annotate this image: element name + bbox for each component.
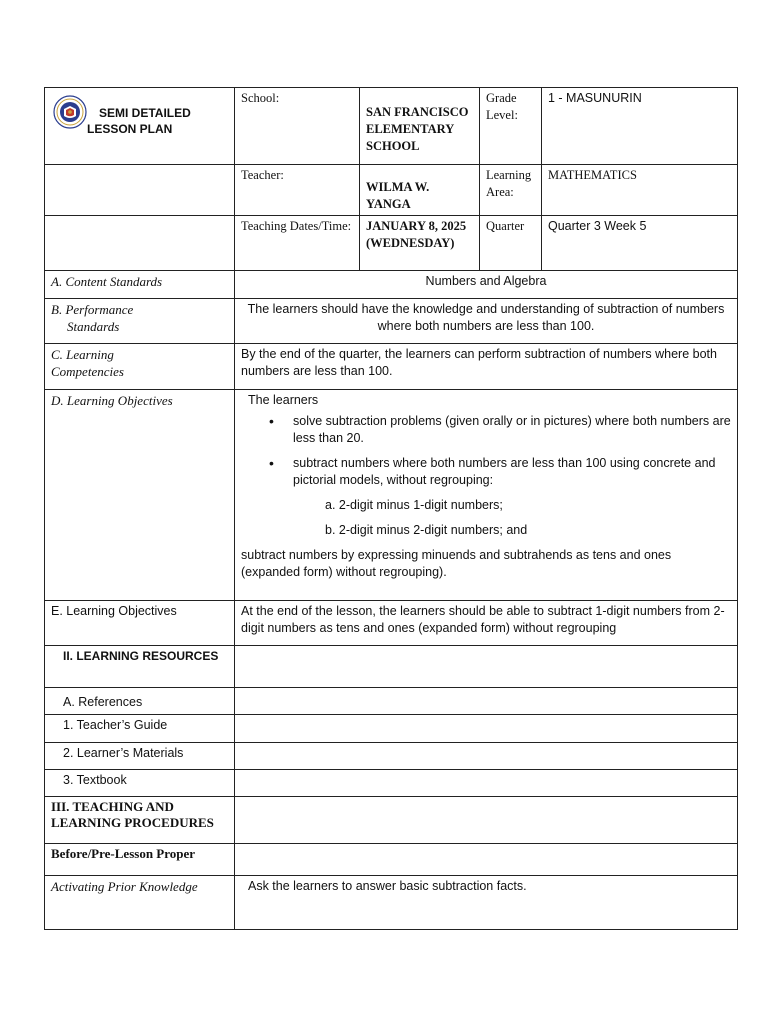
content-standards-value: Numbers and Algebra — [235, 271, 738, 299]
competencies-label: C. Learning Competencies — [45, 344, 235, 390]
list-item: a. 2-digit minus 1-digit numbers; — [325, 498, 503, 512]
quarter-label: Quarter — [480, 216, 542, 271]
learners-materials-value — [235, 743, 738, 770]
blank-cell — [45, 216, 235, 271]
grade-label: Grade Level: — [480, 88, 542, 165]
objectives-d-closing: subtract numbers by expressing minuends and subtrahends as tens and ones (expanded form) without regrouping). — [241, 548, 672, 579]
learning-area-label: Learning Area: — [480, 165, 542, 216]
prelesson-value — [235, 844, 738, 876]
competencies-value: By the end of the quarter, the learners can perform subtraction of numbers where both numbers are less than 100. — [235, 344, 738, 390]
document-title: SEMI DETAILED LESSON PLAN — [87, 106, 191, 136]
references-value — [235, 688, 738, 715]
list-item: b. 2-digit minus 2-digit numbers; and — [325, 523, 528, 537]
blank-cell — [45, 165, 235, 216]
textbook-value — [235, 770, 738, 797]
teacher-value: WILMA W. YANGA — [360, 165, 480, 216]
resources-value — [235, 646, 738, 688]
performance-standards-value: The learners should have the knowledge and understanding of subtraction of numbers where both numbers are less than 100. — [235, 299, 738, 344]
objectives-d-sublist — [241, 497, 731, 539]
dates-value: JANUARY 8, 2025 (WEDNESDAY) — [360, 216, 480, 271]
learners-materials-label: 2. Learner’s Materials — [45, 743, 235, 770]
quarter-value: Quarter 3 Week 5 — [542, 216, 738, 271]
textbook-label: 3. Textbook — [45, 770, 235, 797]
list-item: • solve subtraction problems (given orally or in pictures) where both numbers are less than 20. — [293, 413, 731, 447]
teacher-label: Teacher: — [235, 165, 360, 216]
procedures-label: III. TEACHING AND LEARNING PROCEDURES — [45, 797, 235, 844]
objectives-d-content — [235, 390, 738, 601]
references-label: A. References — [45, 688, 235, 715]
dates-label: Teaching Dates/Time: — [235, 216, 360, 271]
performance-standards-label: B. Performance Standards — [45, 299, 235, 344]
grade-value: 1 - MASUNURIN — [542, 88, 738, 165]
lesson-plan-table — [44, 87, 738, 930]
objectives-d-intro: The learners — [248, 393, 319, 407]
objectives-d-bullets — [241, 413, 731, 489]
procedures-value — [235, 797, 738, 844]
list-item: • subtract numbers where both numbers are less than 100 using concrete and pictorial models, without regrouping: — [293, 455, 731, 489]
teachers-guide-label: 1. Teacher’s Guide — [45, 715, 235, 743]
deped-seal-icon — [53, 95, 87, 129]
activating-label: Activating Prior Knowledge — [45, 876, 235, 930]
learning-area-value: MATHEMATICS — [542, 165, 738, 216]
title-cell — [45, 88, 235, 165]
objectives-d-label: D. Learning Objectives — [45, 390, 235, 601]
prelesson-label: Before/Pre-Lesson Proper — [45, 844, 235, 876]
content-standards-label: A. Content Standards — [45, 271, 235, 299]
objectives-e-label: E. Learning Objectives — [45, 601, 235, 646]
school-value: SAN FRANCISCO ELEMENTARY SCHOOL — [360, 88, 480, 165]
resources-label: II. LEARNING RESOURCES — [45, 646, 235, 688]
teachers-guide-value — [235, 715, 738, 743]
school-label: School: — [235, 88, 360, 165]
activating-value: Ask the learners to answer basic subtraction facts. — [235, 876, 738, 930]
objectives-e-value: At the end of the lesson, the learners should be able to subtract 1-digit numbers from 2- digit numbers as tens and ones (expanded form) without regrouping — [235, 601, 738, 646]
